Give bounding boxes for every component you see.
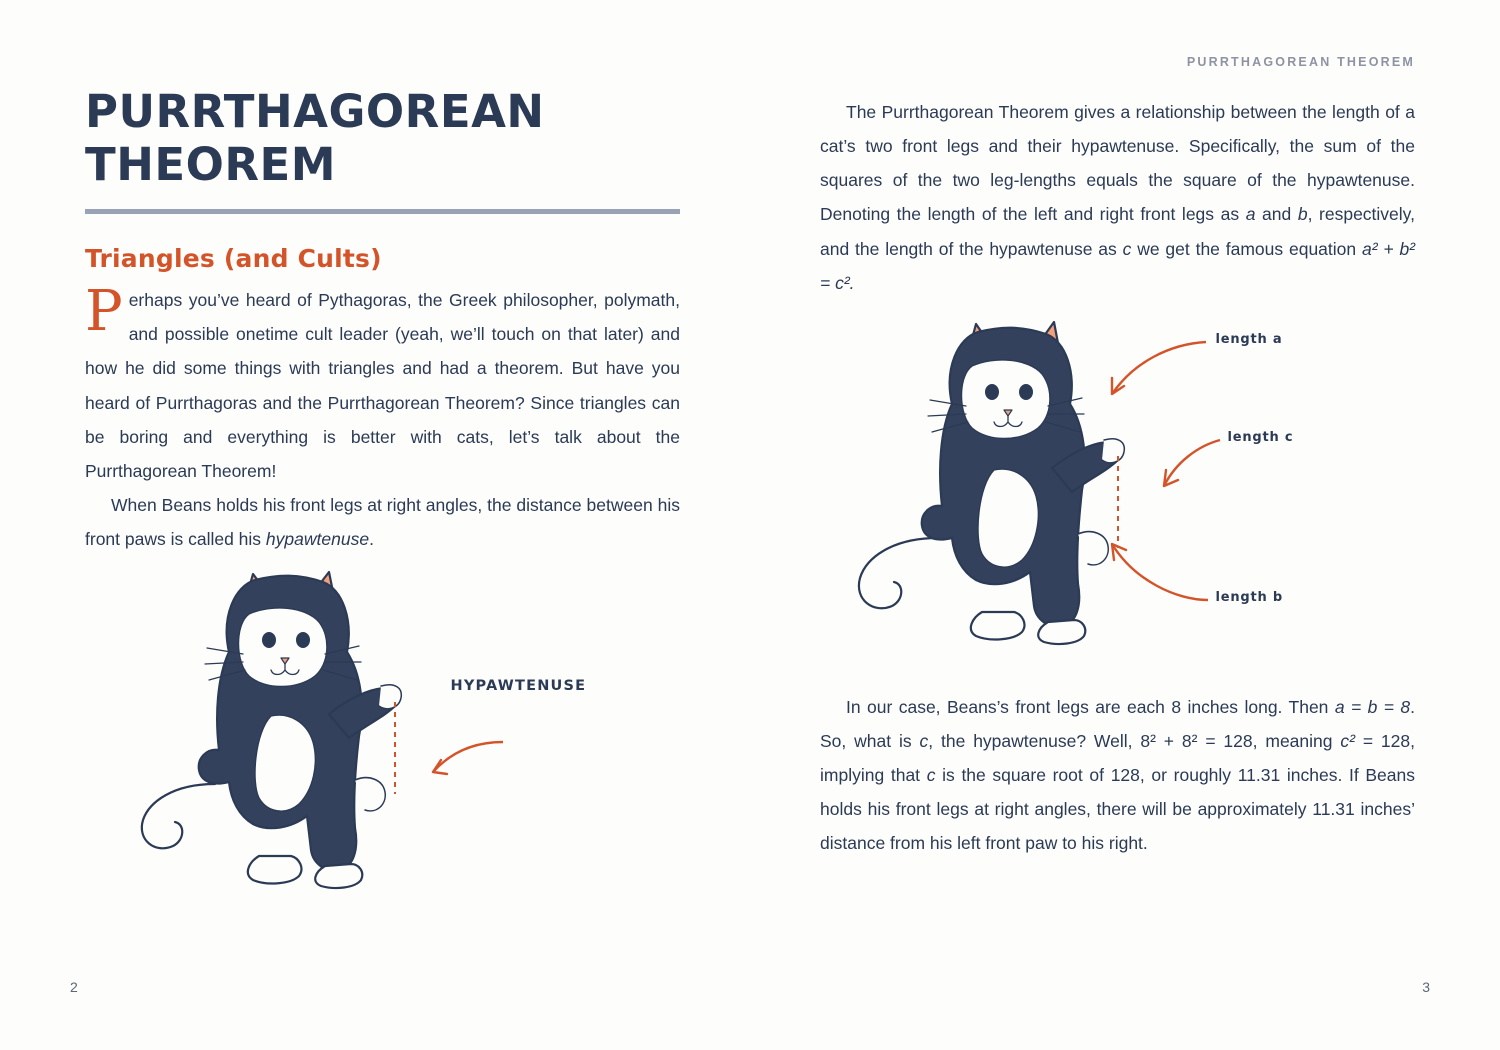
right-page: [750, 0, 1500, 1050]
cat-illustration-right: [828, 310, 1408, 680]
paragraph-hypawtenuse: [85, 488, 680, 556]
page-number-left: 2: [70, 979, 78, 995]
var-b: b: [1297, 204, 1308, 225]
running-head: PURRTHAGOREAN THEOREM: [1186, 55, 1415, 69]
figure-label-length-c: length c: [1227, 429, 1294, 445]
var-c-squared: c²: [1340, 730, 1355, 751]
arrow-length-c: [1164, 440, 1220, 486]
title-divider: [85, 209, 680, 214]
cat-illustration-left: [103, 566, 663, 896]
equation-inline: a² + b² = c².: [820, 238, 1416, 293]
var-c: c: [1122, 238, 1132, 259]
page-number-right: 3: [1422, 979, 1430, 995]
var-c-2: c: [926, 765, 936, 785]
paragraph-triangles-cults: [85, 279, 680, 488]
figure-label-length-b: length b: [1215, 589, 1284, 605]
paragraph-text-part2: .: [369, 529, 374, 550]
paragraph-text-part1: When Beans holds his front legs at right angles, the distance between his front paws is called his: [85, 494, 680, 550]
paragraph-text: erhaps you’ve heard of Pythagoras, the Greek philosopher, polymath, and possible onetime cult leader (yeah, we’ll touch on that later) and how he did some things with triangles and had a theorem. But have you heard of Purrthagoras and the Purrthagorean Theorem? Since triangles can be boring and everything is better with cats, let’s talk about the Purrthagorean Theorem!: [85, 290, 680, 481]
section-heading: Triangles (and Cults): [85, 244, 382, 274]
equation-a-b-8: a = b = 8: [1334, 696, 1411, 717]
paragraph-text-part3: , the hypawtenuse? Well, 8² + 8² = 128, meaning: [928, 730, 1341, 751]
page-title: PURRTHAGOREAN THEOREM: [85, 85, 545, 192]
figure-cat-labeled: [828, 310, 1408, 680]
paragraph-text-part2: . So, what is: [820, 696, 1415, 751]
paragraph-theorem-statement: [820, 95, 1415, 300]
term-hypawtenuse: hypawtenuse: [265, 529, 370, 550]
figure-label-length-a: length a: [1215, 331, 1283, 347]
paragraph-text-part4: = 128, implying that: [820, 730, 1415, 785]
drop-cap: P: [85, 279, 123, 345]
figure-label-hypawtenuse: HYPAWTENUSE: [450, 678, 587, 695]
paragraph-text-part3: , respectively, and the length of the hypawtenuse as: [820, 204, 1415, 259]
paragraph-worked-example: [820, 690, 1415, 861]
arrow-length-a: [1112, 342, 1206, 394]
paragraph-text-part5: is the square root of 128, or roughly 11.31 inches. If Beans holds his front legs at right angles, there will be approximately 11.31 inches’ distance from his left front paw to his right.: [820, 765, 1415, 854]
var-a: a: [1245, 204, 1256, 225]
var-c-1: c: [919, 730, 929, 751]
paragraph-text-part1: The Purrthagorean Theorem gives a relationship between the length of a cat’s two front legs and their hypawtenuse. Specifically, the sum of the squares of the two leg-lengths equals the square of the hypawtenuse. Denoting the length of the left and right front legs as: [820, 102, 1415, 225]
paragraph-text-part4: we get the famous equation: [1131, 238, 1362, 259]
arrow-length-b: [1112, 544, 1208, 600]
paragraph-text-part2: and: [1255, 204, 1298, 225]
paragraph-text-part1: In our case, Beans’s front legs are each 8 inches long. Then: [846, 696, 1335, 717]
right-page-body: [820, 95, 1415, 860]
figure-cat-hypawtenuse: [103, 566, 663, 896]
